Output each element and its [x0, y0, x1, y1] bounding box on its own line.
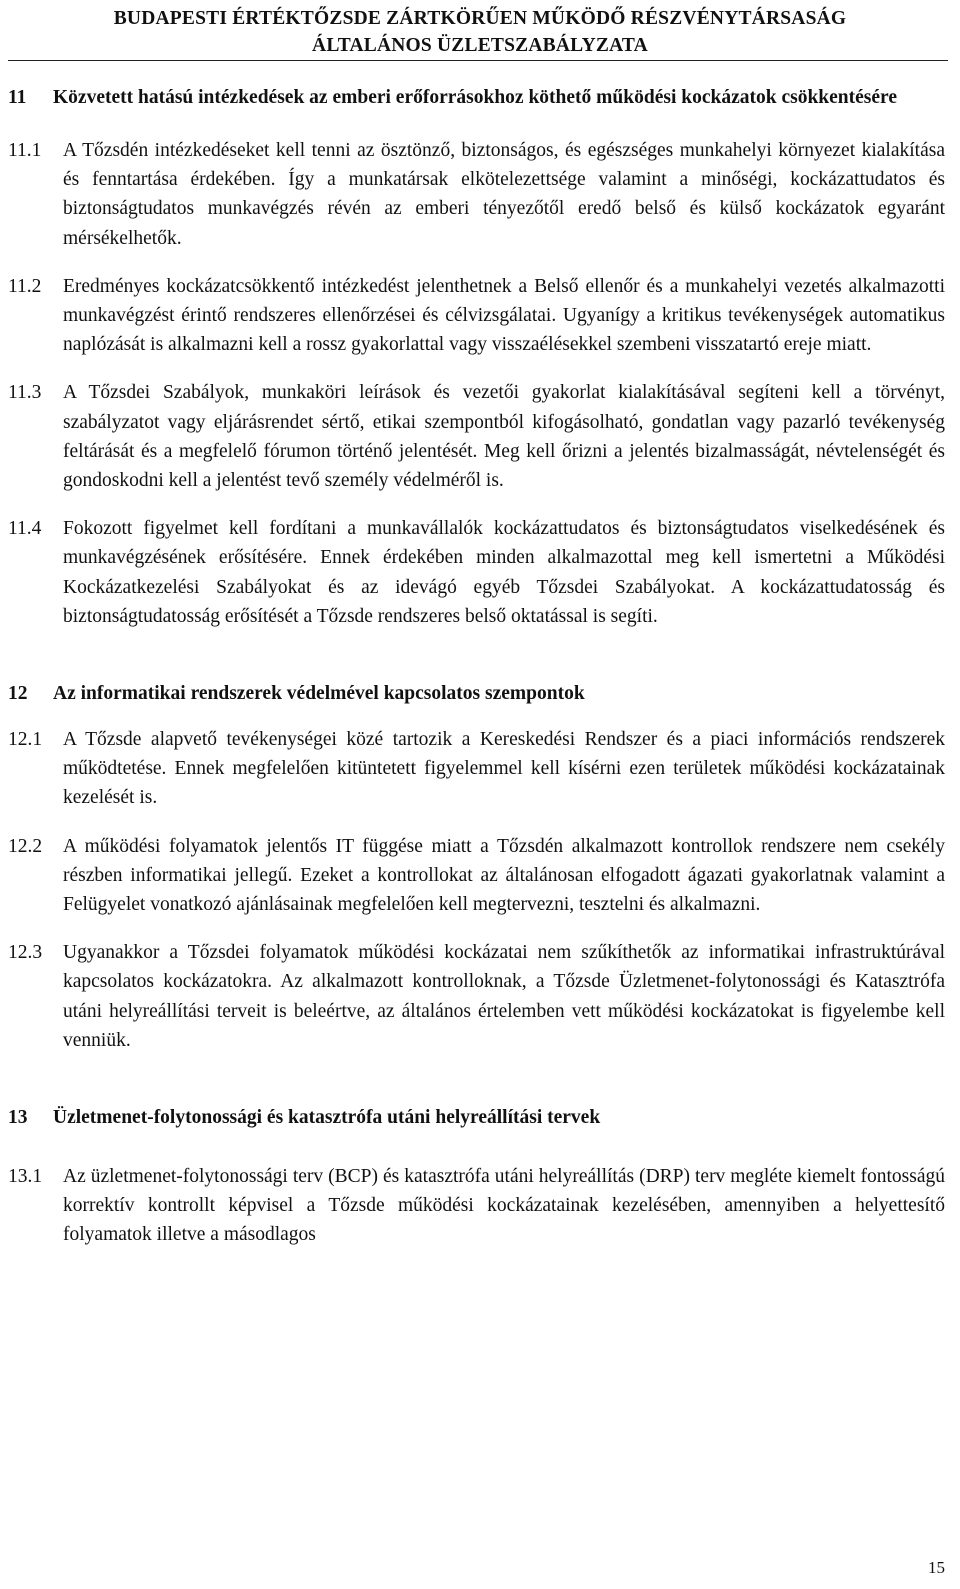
paragraph-13-1 [8, 1162, 945, 1250]
paragraph-text: A Tőzsde alapvető tevékenységei közé tartozik a Kereskedési Rendszer és a piaci információs rendszerek működtetése. Ennek megfelelően kitüntetett figyelemmel kell kísérni ezen területek működési kockázatainak kezelését is. [63, 729, 945, 809]
section-number: 13 [8, 1107, 28, 1129]
document-header [0, 5, 960, 59]
paragraph-number: 11.4 [8, 518, 42, 540]
paragraph-text: Az üzletmenet-folytonossági terv (BCP) és katasztrófa utáni helyreállítás (DRP) terv megléte kiemelt fontosságú korrektív kontrollt képvisel a Tőzsde működési kockázatainak kezelésében, amennyiben a helyettesítő folyamatok illetve a másodlagos [63, 1166, 945, 1246]
paragraph-11-1 [8, 136, 945, 253]
paragraph-number: 11.1 [8, 140, 42, 161]
section-heading-12 [8, 679, 945, 708]
paragraph-text: A Tőzsdei Szabályok, munkaköri leírások és vezetői gyakorlat kialakításával segíteni kell a törvényt, szabályzatot vagy eljárásrendet sértő, etikai szempontból kifogásolható, gondatlan vagy pazarló tevékenység feltárását és a megfelelő fórumon történő jelentését. Meg kell őrizni a jelentés bizalmasságát, névtelenségét és gondoskodni kell a jelentést tevő személy védelméről is. [63, 382, 945, 492]
section-number: 12 [8, 683, 28, 705]
header-divider [8, 60, 948, 61]
paragraph-12-3 [8, 938, 945, 1055]
paragraph-text: Eredményes kockázatcsökkentő intézkedést jelenthetnek a Belső ellenőr és a munkahelyi vezetés alkalmazotti munkavégzést érintő rendszeres ellenőrzései és célvizsgálatai. Ugyanígy a kritikus tevékenységek automatikus naplózását is alkalmazni kell a rossz gyakorlattal vagy visszaélésekkel szembeni visszatartó ereje miatt. [63, 275, 945, 356]
paragraph-number: 11.3 [8, 382, 42, 404]
paragraph-text: Fokozott figyelmet kell fordítani a munkavállalók kockázattudatos és biztonságtudatos viselkedésének és munkavégzésének erősítésére. Ennek érdekében minden alkalmazottal meg kell ismertetni a Működési Kockázatkezelési Szabályokat és az idevágó egyéb Tőzsdei Szabályokat. A kockázattudatosság és biztonságtudatosság erősítését a Tőzsde rendszeres belső oktatással is segíti. [63, 518, 945, 627]
paragraph-11-2 [8, 272, 945, 360]
section-title: Közvetett hatású intézkedések az emberi erőforrásokhoz köthető működési kockázatok csökkentésére [53, 87, 897, 108]
section-heading-11 [8, 83, 945, 112]
paragraph-text: Ugyanakkor a Tőzsdei folyamatok működési kockázatai nem szűkíthetők az informatikai infrastruktúrával kapcsolatos kockázatokra. Az alkalmazott kontrolloknak, a Tőzsde Üzletmenet-folytonossági és Katasztrófa utáni helyreállítási terveit is beleértve, az általános értelemben vett működési kockázatokat is figyelembe kell venniük. [63, 942, 945, 1051]
page-number: 15 [928, 1558, 945, 1577]
paragraph-number: 12.2 [8, 835, 43, 857]
paragraph-12-2 [8, 832, 945, 920]
document-body [8, 83, 945, 1250]
paragraph-text: A Tőzsdén intézkedéseket kell tenni az ösztönző, biztonságos, és egészséges munkahelyi környezet kialakítása és fenntartása érdekében. Így a munkatársak elkötelezettsége valamint a minőségi, kockázattudatos és biztonságtudatos munkavégzés révén az emberi tényezőtől eredő belső és külső kockázatok egyaránt mérsékelhetők. [63, 140, 945, 249]
paragraph-11-3 [8, 378, 945, 495]
section-heading-13 [8, 1103, 945, 1132]
paragraph-number: 12.1 [8, 729, 43, 751]
paragraph-12-1 [8, 725, 945, 813]
paragraph-number: 11.2 [8, 275, 42, 297]
paragraph-11-4 [8, 514, 945, 631]
section-number: 11 [8, 87, 27, 108]
section-title: Üzletmenet-folytonossági és katasztrófa utáni helyreállítási tervek [53, 1107, 601, 1129]
paragraph-number: 13.1 [8, 1166, 43, 1188]
paragraph-number: 12.3 [8, 942, 43, 964]
section-title: Az informatikai rendszerek védelmével kapcsolatos szempontok [53, 683, 585, 705]
header-document-title: ÁLTALÁNOS ÜZLETSZABÁLYZATA [312, 35, 648, 56]
header-company-name: BUDAPESTI ÉRTÉKTŐZSDE ZÁRTKÖRŰEN MŰKÖDŐ RÉSZVÉNYTÁRSASÁG [113, 8, 847, 29]
paragraph-text: A működési folyamatok jelentős IT függése miatt a Tőzsdén alkalmazott kontrollok rendszere nem csekély részben informatikai jellegű. Ezeket a kontrollokat az általánosan elfogadott ágazati gyakorlatnak valamint a Felügyelet vonatkozó ajánlásainak megfelelően kell megtervezni, tesztelni és alkalmazni. [63, 835, 945, 916]
